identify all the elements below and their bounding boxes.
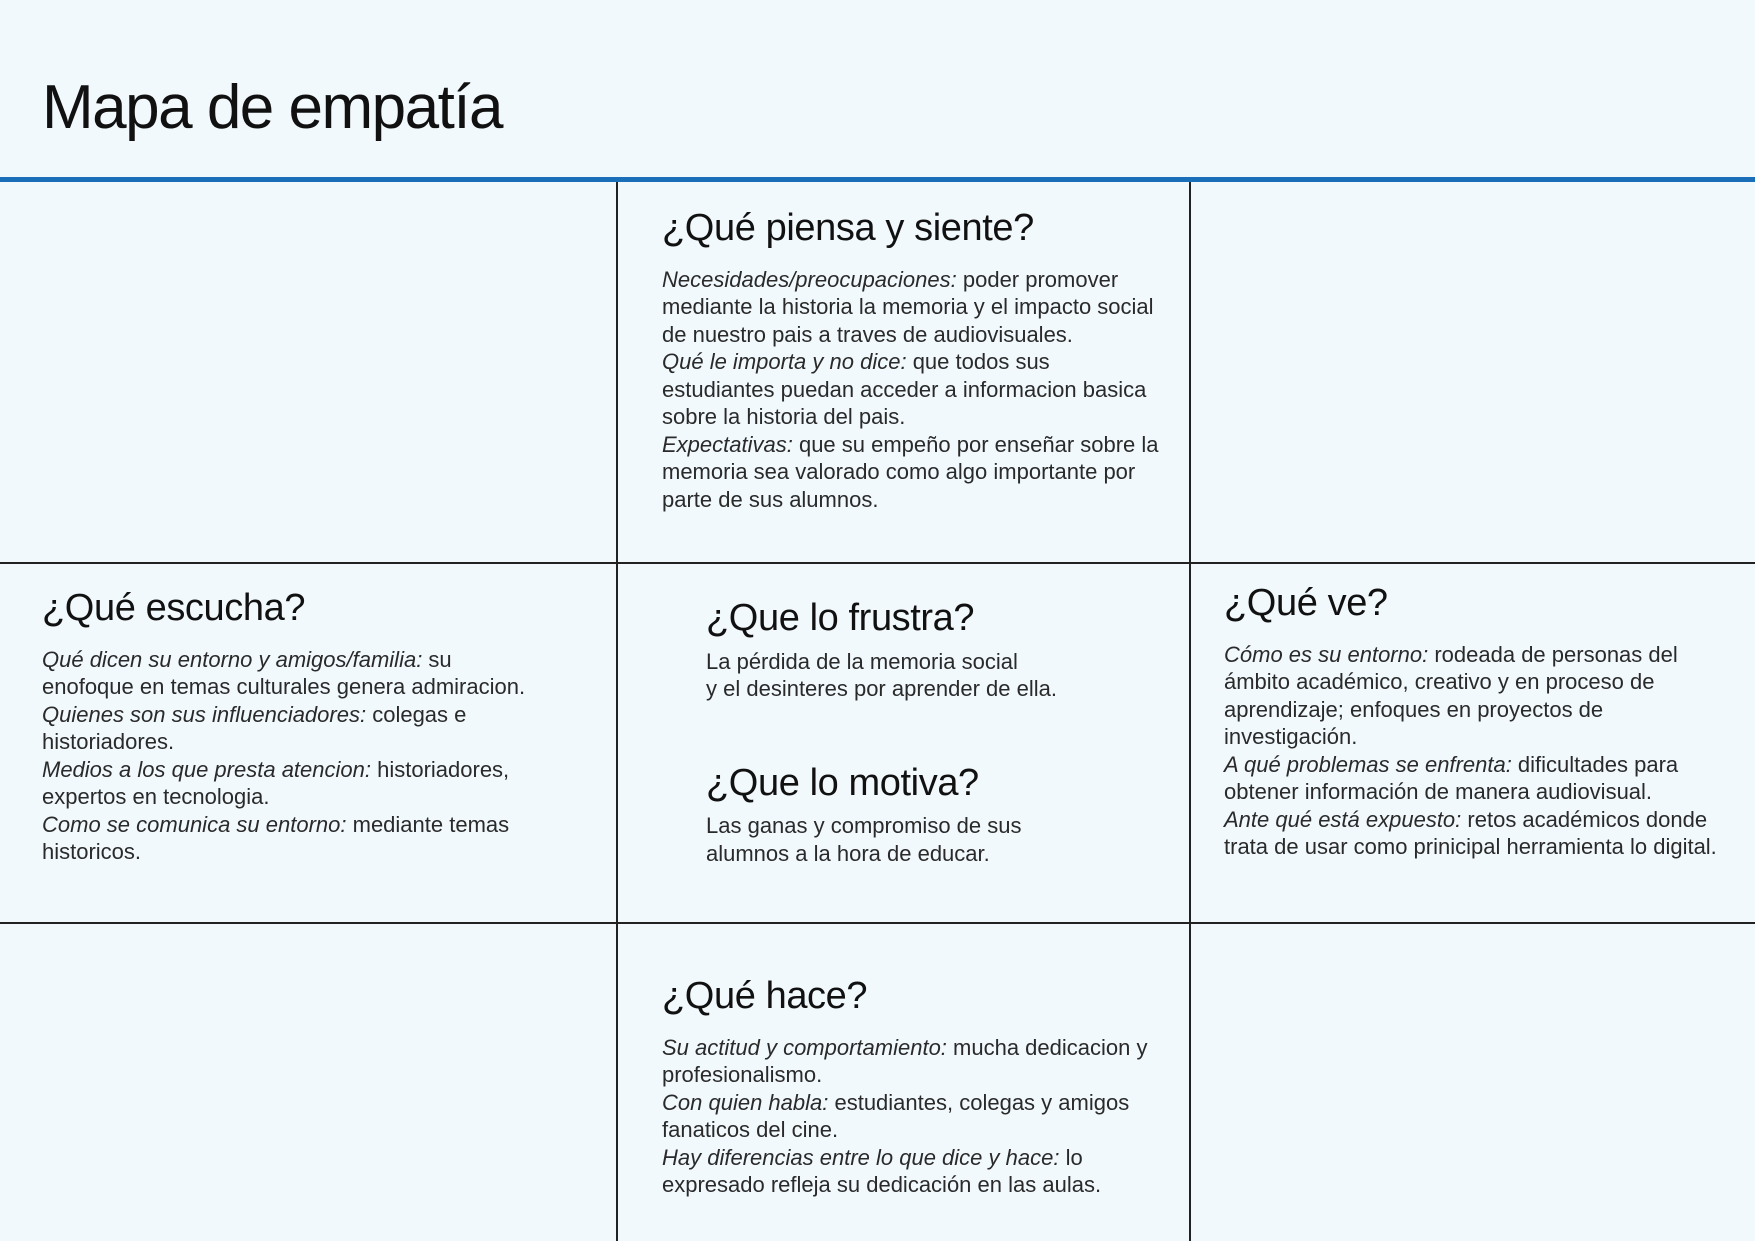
grid-line-horizontal-top [0,562,1755,564]
item [662,267,1154,347]
body-line: Las ganas y compromiso de sus [706,813,1022,839]
item-text: historiadores, expertos en tecnologia. [42,756,510,810]
item-label: Qué dicen su entorno y amigos/familia: [42,646,423,672]
item-text: retos académicos donde trata de usar como prinicipal herramienta lo digital. [1224,806,1717,860]
item-label: Expectativas: [662,431,793,457]
item [662,1145,1101,1198]
item-label: Como se comunica su entorno: [42,811,347,837]
section-body [662,1034,1162,1199]
section-body [662,266,1162,514]
item-text: mediante temas historicos. [42,811,510,865]
grid-line-horizontal-bottom [0,922,1755,924]
item-text: mucha dedicacion y profesionalismo. [662,1034,1148,1088]
item-text: dificultades para obtener información de manera audiovisual. [1224,751,1679,805]
section-body [1224,641,1719,861]
body-line: y el desinteres por aprender de ella. [706,676,1057,702]
item-label: Su actitud y comportamiento: [662,1034,947,1060]
section-piensa-siente [662,206,1162,513]
item-text: colegas e historiadores. [42,701,467,755]
item-text: su enofoque en temas culturales genera admiracion. [42,646,526,700]
item [1224,752,1678,805]
item [42,647,525,700]
section-heading: ¿Qué hace? [662,975,868,1017]
section-hace [662,974,1162,1199]
section-body [706,812,1166,867]
section-heading: ¿Qué escucha? [42,587,306,629]
item-text: que su empeño por enseñar sobre la memoria sea valorado como algo importante por parte de sus alumnos. [662,431,1159,512]
grid-line-vertical-left [616,182,618,1241]
title-divider [0,177,1755,182]
section-heading: ¿Qué piensa y siente? [662,207,1034,249]
section-heading: ¿Que lo frustra? [706,597,975,639]
item-label: Ante qué está expuesto: [1224,806,1462,832]
section-heading: ¿Qué ve? [1224,582,1388,624]
item [662,1035,1147,1088]
item-label: Con quien habla: [662,1089,829,1115]
item [42,757,509,810]
item-label: Qué le importa y no dice: [662,349,907,375]
item [662,349,1146,429]
section-escucha [42,586,542,866]
section-body [706,648,1166,703]
item-text: estudiantes, colegas y amigos fanaticos del cine. [662,1089,1130,1143]
item [662,1090,1129,1143]
subsection-frustra [706,596,1166,703]
item-label: Hay diferencias entre lo que dice y hace: [662,1144,1060,1170]
page-title: Mapa de empatía [42,73,503,142]
section-heading: ¿Que lo motiva? [706,761,979,804]
item [1224,807,1717,860]
item-text: poder promover mediante la historia la memoria y el impacto social de nuestro pais a traves de audiovisuales. [662,266,1154,347]
item-label: A qué problemas se enfrenta: [1224,751,1512,777]
section-body [42,646,542,866]
subsection-motiva [706,761,1166,868]
item-text: lo expresado refleja su dedicación en las aulas. [662,1144,1102,1198]
item-text: rodeada de personas del ámbito académico, creativo y en proceso de aprendizaje; enfoques en proyectos de investigación. [1224,641,1678,750]
item-label: Necesidades/preocupaciones: [662,266,957,292]
item [42,702,466,755]
section-frustra-motiva [706,596,1166,867]
item-label: Medios a los que presta atencion: [42,756,371,782]
item-label: Cómo es su entorno: [1224,641,1429,667]
item-label: Quienes son sus influenciadores: [42,701,367,727]
item-text: que todos sus estudiantes puedan acceder a informacion basica sobre la historia del pais. [662,349,1147,430]
item [662,432,1159,512]
body-line: alumnos a la hora de educar. [706,840,990,866]
item [42,812,509,865]
section-ve [1224,581,1719,861]
item [1224,642,1678,750]
body-line: La pérdida de la memoria social [706,648,1018,674]
grid-line-vertical-right [1189,182,1191,1241]
